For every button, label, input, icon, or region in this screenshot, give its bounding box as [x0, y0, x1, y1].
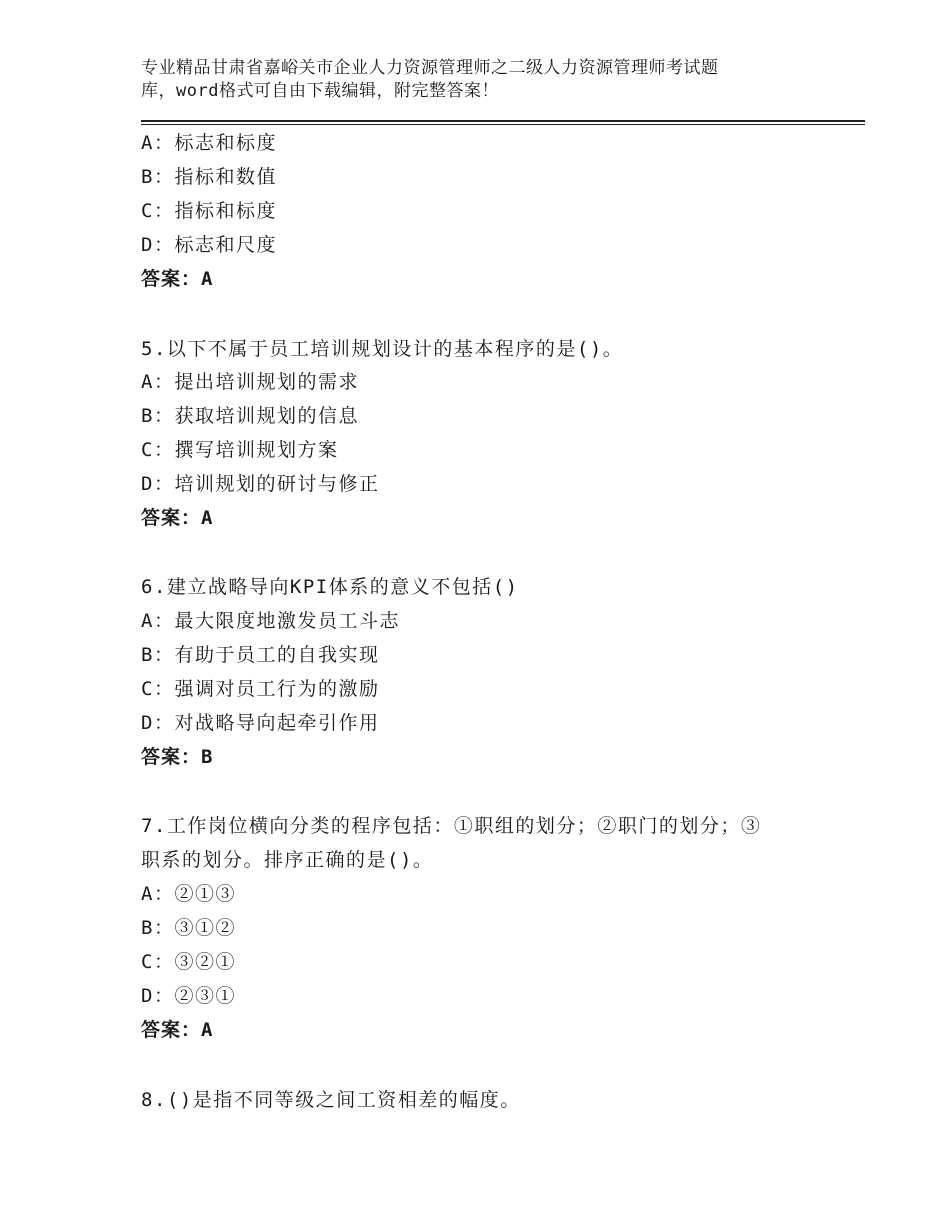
header-rule-thick	[141, 120, 865, 122]
answer-label: 答案：	[141, 746, 202, 768]
q4-option-d: D：标志和尺度	[141, 234, 277, 256]
q5-option-c: C：撰写培训规划方案	[141, 439, 339, 461]
answer-value: A	[201, 1019, 214, 1041]
header-line-2: 库，word格式可自由下载编辑，附完整答案！	[141, 81, 499, 101]
answer-value: A	[201, 268, 214, 290]
q4-option-c: C：指标和标度	[141, 200, 277, 222]
q5-stem: 5.以下不属于员工培训规划设计的基本程序的是()。	[141, 338, 624, 360]
q5-option-d: D：培训规划的研讨与修正	[141, 473, 380, 495]
q7-option-c: C：③②①	[141, 951, 236, 973]
q4-option-b: B：指标和数值	[141, 166, 277, 188]
q6-option-b: B：有助于员工的自我实现	[141, 644, 380, 666]
q6-option-a: A：最大限度地激发员工斗志	[141, 610, 400, 632]
q7-answer	[141, 1017, 213, 1043]
answer-label: 答案：	[141, 507, 202, 529]
q5-option-a: A：提出培训规划的需求	[141, 371, 359, 393]
q8-stem: 8.()是指不同等级之间工资相差的幅度。	[141, 1089, 521, 1111]
q6-option-d: D：对战略导向起牵引作用	[141, 712, 380, 734]
q7-option-d: D：②③①	[141, 985, 236, 1007]
header-rule-thin	[141, 124, 865, 125]
q7-stem-line-2: 职系的划分。排序正确的是()。	[141, 849, 434, 871]
q7-option-b: B：③①②	[141, 917, 236, 939]
answer-value: A	[201, 507, 214, 529]
header-line-1: 专业精品甘肃省嘉峪关市企业人力资源管理师之二级人力资源管理师考试题	[141, 58, 719, 78]
answer-value: B	[201, 746, 214, 768]
q4-option-a: A：标志和标度	[141, 132, 277, 154]
q4-answer	[141, 266, 213, 292]
answer-label: 答案：	[141, 1019, 202, 1041]
q6-answer	[141, 744, 213, 770]
q6-option-c: C：强调对员工行为的激励	[141, 678, 380, 700]
answer-label: 答案：	[141, 268, 202, 290]
q7-option-a: A：②①③	[141, 883, 236, 905]
document-header	[141, 57, 781, 103]
q6-stem: 6.建立战略导向KPI体系的意义不包括()	[141, 576, 519, 598]
q7-stem-line-1: 7.工作岗位横向分类的程序包括：①职组的划分；②职门的划分；③	[141, 815, 762, 837]
q5-answer	[141, 505, 213, 531]
q5-option-b: B：获取培训规划的信息	[141, 405, 359, 427]
